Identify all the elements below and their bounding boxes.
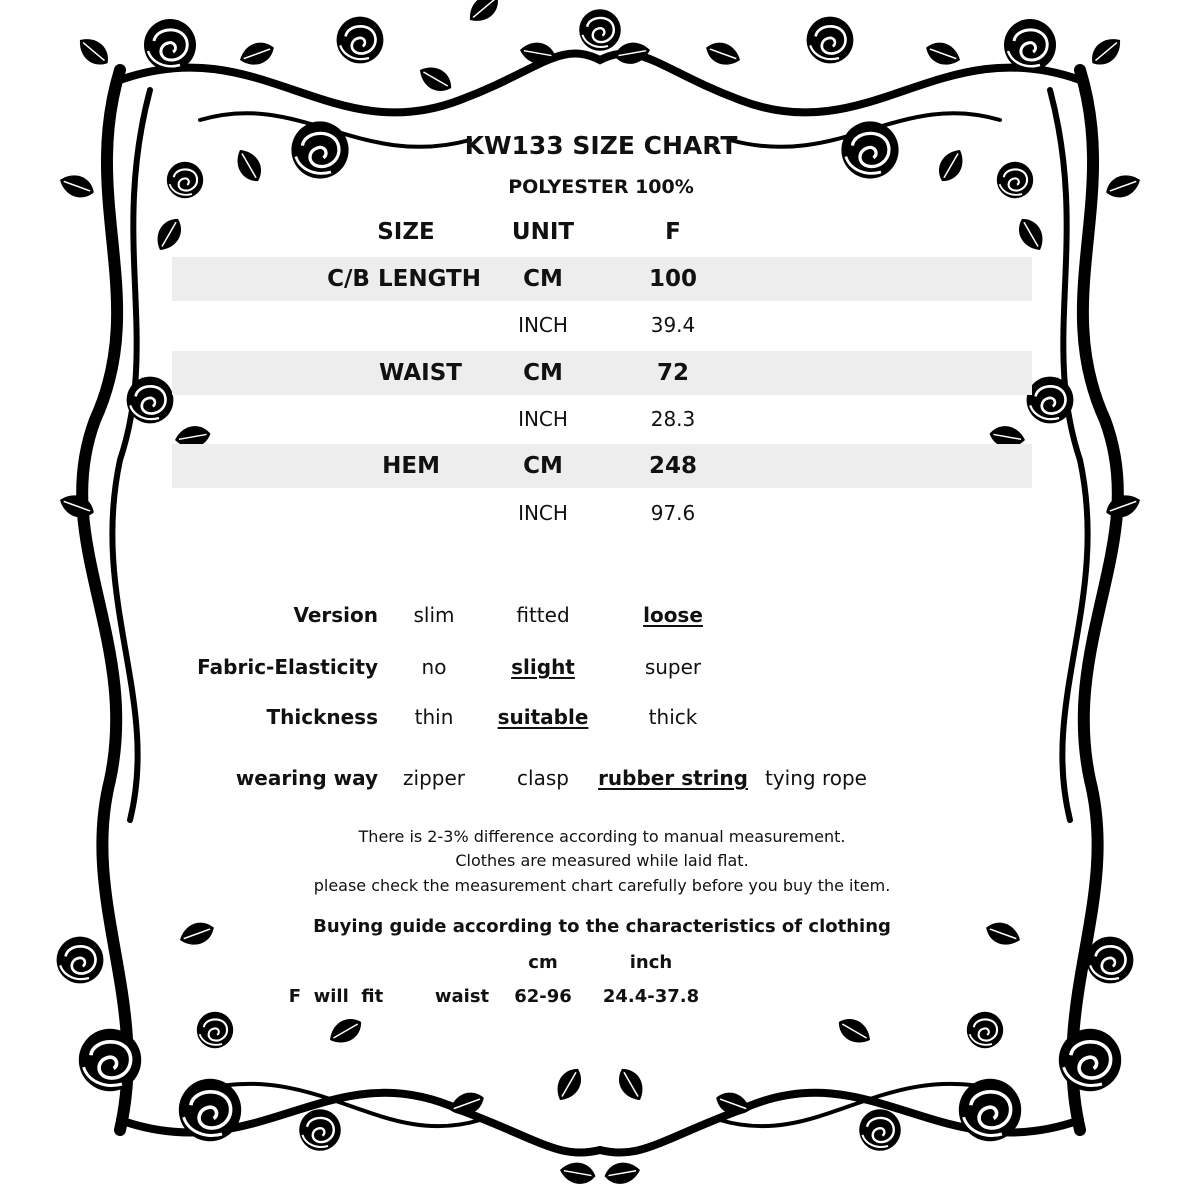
value-inch: 39.4	[650, 313, 696, 337]
unit-inch: INCH	[518, 407, 568, 431]
option-thick: thick	[648, 705, 698, 729]
header-f: F	[665, 219, 681, 245]
unit-cm: CM	[523, 266, 563, 292]
option-slight-selected: slight	[511, 655, 575, 679]
option-thin: thin	[414, 705, 454, 729]
option-rubber-string-selected: rubber string	[598, 766, 748, 790]
option-super: super	[644, 655, 702, 679]
material-label: POLYESTER 100%	[508, 176, 694, 198]
attr-label-elasticity: Fabric-Elasticity	[197, 655, 378, 679]
guide-measure: waist	[434, 986, 490, 1007]
guide-title: Buying guide according to the characteristics of clothing	[313, 916, 891, 937]
value-inch: 97.6	[650, 501, 696, 525]
guide-cm-range: 62-96	[514, 986, 572, 1007]
guide-col-inch: inch	[629, 952, 673, 973]
note-line: Clothes are measured while laid flat.	[455, 851, 749, 870]
unit-inch: INCH	[518, 501, 568, 525]
option-clasp: clasp	[517, 766, 569, 790]
header-unit: UNIT	[511, 219, 575, 245]
guide-inch-range: 24.4-37.8	[602, 986, 700, 1007]
row-band-waist	[172, 351, 1032, 395]
note-line: There is 2-3% difference according to manual measurement.	[358, 827, 846, 846]
value-cm: 100	[648, 266, 698, 292]
header-size: SIZE	[377, 219, 435, 245]
attr-label-version: Version	[293, 603, 378, 627]
option-zipper: zipper	[403, 766, 465, 790]
unit-cm: CM	[523, 453, 563, 479]
option-suitable-selected: suitable	[497, 705, 589, 729]
row-label-hem: HEM	[382, 453, 440, 479]
option-fitted: fitted	[516, 603, 570, 627]
option-no: no	[421, 655, 447, 679]
guide-size-label: F will fit	[288, 986, 384, 1007]
row-label-waist: WAIST	[379, 360, 462, 386]
row-label-length: C/B LENGTH	[327, 266, 481, 292]
row-band-hem	[172, 444, 1032, 488]
unit-inch: INCH	[518, 313, 568, 337]
row-band-length	[172, 257, 1032, 301]
option-slim: slim	[413, 603, 455, 627]
option-tying-rope: tying rope	[765, 766, 867, 790]
option-loose-selected: loose	[643, 603, 703, 627]
chart-title: KW133 SIZE CHART	[464, 131, 738, 160]
value-cm: 72	[656, 360, 690, 386]
attr-label-wearing: wearing way	[235, 766, 378, 790]
attr-label-thickness: Thickness	[266, 705, 378, 729]
note-line: please check the measurement chart carefully before you buy the item.	[313, 876, 891, 895]
guide-col-cm: cm	[528, 952, 558, 973]
unit-cm: CM	[523, 360, 563, 386]
value-cm: 248	[648, 453, 698, 479]
value-inch: 28.3	[650, 407, 696, 431]
